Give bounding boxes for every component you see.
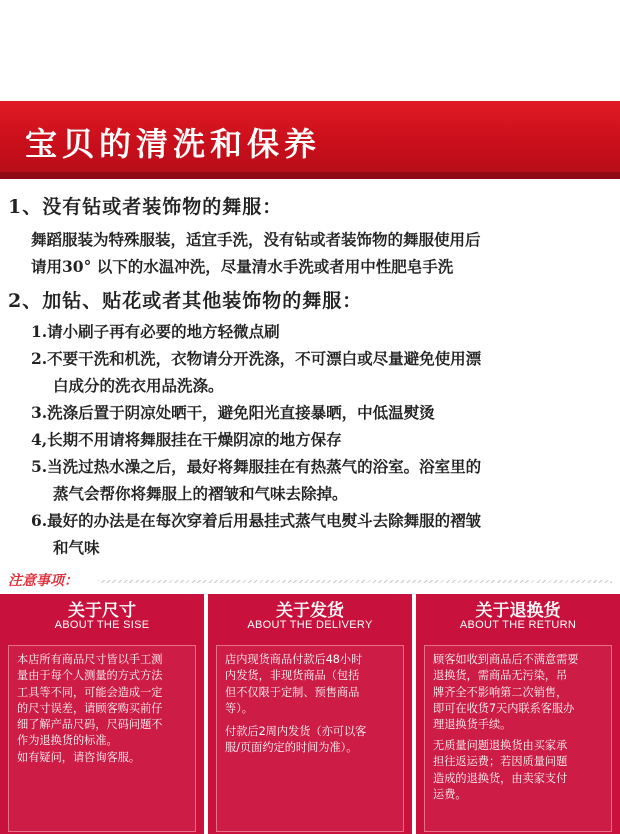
section2-item-cont: 和气味 bbox=[53, 538, 100, 557]
delivery-panel-subtitle: ABOUT THE DELIVERY bbox=[247, 619, 373, 631]
section1-line: 舞蹈服装为特殊服装，适宜手洗，没有钻或者装饰物的舞服使用后 bbox=[31, 230, 481, 249]
section1-title: 1、没有钻或者装饰物的舞服： bbox=[8, 196, 283, 218]
notice-label: 注意事项： bbox=[8, 573, 78, 589]
banner-title: 宝贝的清洗和保养 bbox=[25, 125, 322, 163]
size-panel-header bbox=[0, 594, 204, 634]
size-panel-subtitle: ABOUT THE SISE bbox=[54, 619, 150, 631]
section2-item: 5.当洗过热水澡之后，最好将舞服挂在有热蒸气的浴室。浴室里的 bbox=[31, 457, 482, 476]
section2-item: 3.洗涤后置于阴凉处晒干，避免阳光直接暴晒，中低温熨烫 bbox=[31, 403, 435, 422]
delivery-panel-header bbox=[208, 594, 412, 634]
return-panel-subtitle: ABOUT THE RETURN bbox=[459, 619, 577, 631]
size-panel-title: 关于尺寸 bbox=[68, 601, 136, 621]
section2-title: 2、加钻、贴花或者其他装饰物的舞服： bbox=[8, 290, 363, 312]
section2-item: 2.不要干洗和机洗，衣物请分开洗涤，不可漂白或尽量避免使用漂 bbox=[31, 349, 482, 368]
section1-line: 请用30° 以下的水温冲洗，尽量清水手洗或者用中性肥皂手洗 bbox=[31, 257, 454, 276]
size-panel-box bbox=[8, 645, 196, 832]
return-panel bbox=[416, 594, 620, 834]
delivery-panel bbox=[208, 594, 412, 834]
size-panel-text: 本店所有商品尺寸皆以手工测 量由于每个人测量的方式方法 工具等不同，可能会造成一定 的尺寸误差，请顾客购买前仔 细了解产品尺码，尺码问题不 作为退换货的标准。 如有疑问，请咨询客服。 bbox=[17, 653, 163, 764]
delivery-panel-title: 关于发货 bbox=[276, 601, 344, 621]
section2-item: 6.最好的办法是在每次穿着后用悬挂式蒸气电熨斗去除舞服的褶皱 bbox=[31, 511, 482, 530]
delivery-panel-text: 店内现货商品付款后48小时 内发货，非现货商品（包括 但不仅限于定制、预售商品 等）。 bbox=[225, 653, 363, 715]
return-panel-title: 关于退换货 bbox=[475, 601, 561, 621]
return-panel-text: 无质量问题退换货由买家承 担往返运费；若因质量问题 造成的退换货，由卖家支付 运费。 bbox=[433, 739, 568, 801]
delivery-panel-box bbox=[216, 645, 404, 832]
return-panel-text: 顾客如收到商品后不满意需要 退换货，需商品无污染，吊 牌齐全不影响第二次销售， 即可在收货7天内联系客服办 理退换货手续。 bbox=[433, 653, 579, 732]
section2-item: 4,长期不用请将舞服挂在干燥阴凉的地方保存 bbox=[31, 430, 342, 449]
section2-item-cont: 蒸气会帮你将舞服上的褶皱和气味去除掉。 bbox=[53, 484, 348, 503]
notice-row bbox=[0, 570, 620, 590]
section2-item: 1.请小刷子再有必要的地方轻微点刷 bbox=[31, 322, 280, 341]
size-panel bbox=[0, 594, 204, 834]
return-panel-header bbox=[416, 594, 620, 634]
delivery-panel-text: 付款后2周内发货（亦可以客 服/页面约定的时间为准）。 bbox=[225, 725, 367, 755]
banner-bottom-strip bbox=[0, 172, 620, 179]
section2-item-cont: 白成分的洗衣用品洗涤。 bbox=[53, 376, 224, 395]
notice-divider bbox=[98, 580, 612, 583]
return-panel-box bbox=[424, 645, 612, 832]
